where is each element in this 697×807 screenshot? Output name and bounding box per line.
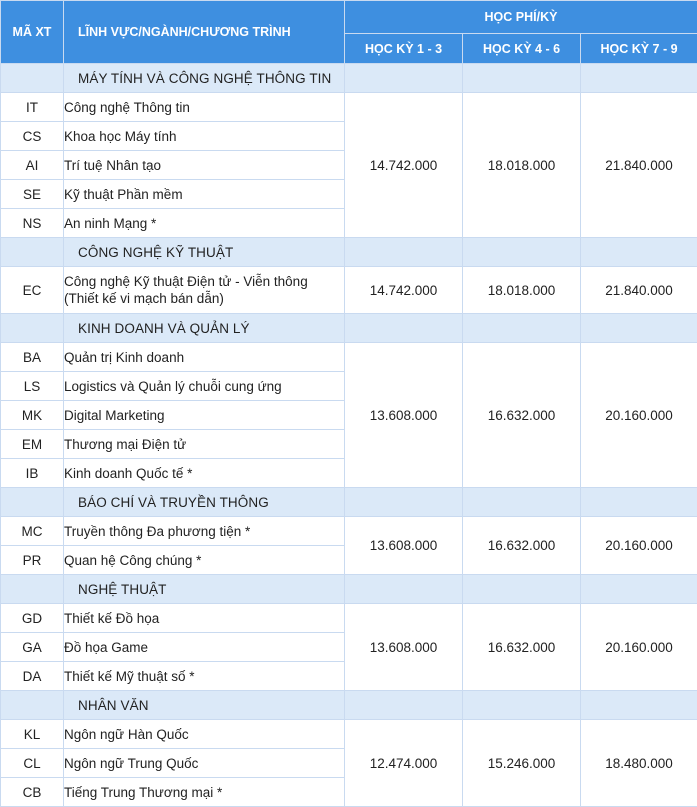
fee-semester-1-3: 14.742.000 [345,267,463,314]
program-code: PR [1,546,64,575]
fee-semester-1-3: 13.608.000 [345,517,463,575]
table-row [1,343,697,372]
program-name: Quản trị Kinh doanh [64,343,345,372]
program-code: NS [1,209,64,238]
section-row [1,64,697,93]
program-code: GA [1,633,64,662]
program-name: Quan hệ Công chúng * [64,546,345,575]
program-code: CS [1,122,64,151]
table-row [1,604,697,633]
section-row [1,238,697,267]
program-name: Trí tuệ Nhân tạo [64,151,345,180]
program-code: DA [1,662,64,691]
section-row [1,691,697,720]
section-title: MÁY TÍNH VÀ CÔNG NGHỆ THÔNG TIN [64,64,345,93]
fee-semester-7-9: 20.160.000 [581,343,697,488]
fee-semester-1-3: 13.608.000 [345,343,463,488]
fee-semester-4-6: 16.632.000 [463,517,581,575]
fee-semester-4-6: 16.632.000 [463,604,581,691]
program-code: SE [1,180,64,209]
fee-semester-4-6: 18.018.000 [463,93,581,238]
program-code: CB [1,778,64,807]
table-row [1,93,697,122]
fee-semester-1-3: 13.608.000 [345,604,463,691]
program-name: Đồ họa Game [64,633,345,662]
section-row [1,575,697,604]
fee-semester-4-6: 18.018.000 [463,267,581,314]
program-code: LS [1,372,64,401]
program-name: Truyền thông Đa phương tiện * [64,517,345,546]
table-row [1,517,697,546]
program-code: GD [1,604,64,633]
section-title: CÔNG NGHỆ KỸ THUẬT [64,238,345,267]
fee-semester-7-9: 21.840.000 [581,267,697,314]
table-body [1,64,697,807]
program-name-line-1: Công nghệ Kỹ thuật Điện tử - Viễn thông [64,273,344,290]
program-code: MC [1,517,64,546]
program-name: Công nghệ Thông tin [64,93,345,122]
fee-semester-4-6: 16.632.000 [463,343,581,488]
program-name: Digital Marketing [64,401,345,430]
fee-semester-7-9: 20.160.000 [581,604,697,691]
program-name [64,267,345,314]
program-code: MK [1,401,64,430]
table-row [1,720,697,749]
program-name: Ngôn ngữ Hàn Quốc [64,720,345,749]
fee-semester-1-3: 12.474.000 [345,720,463,807]
fee-semester-4-6: 15.246.000 [463,720,581,807]
program-name: Khoa học Máy tính [64,122,345,151]
program-name: Tiếng Trung Thương mại * [64,778,345,807]
semester-1-3-header: HỌC KỲ 1 - 3 [345,34,463,64]
program-code: EC [1,267,64,314]
fee-semester-7-9: 21.840.000 [581,93,697,238]
program-code: BA [1,343,64,372]
program-code: EM [1,430,64,459]
section-row [1,314,697,343]
semester-4-6-header: HỌC KỲ 4 - 6 [463,34,581,64]
fee-semester-1-3: 14.742.000 [345,93,463,238]
program-code: IT [1,93,64,122]
section-title: BÁO CHÍ VÀ TRUYỀN THÔNG [64,488,345,517]
program-code: CL [1,749,64,778]
section-title: KINH DOANH VÀ QUẢN LÝ [64,314,345,343]
program-code: KL [1,720,64,749]
program-name: Ngôn ngữ Trung Quốc [64,749,345,778]
section-title: NHÂN VĂN [64,691,345,720]
program-name: Thiết kế Mỹ thuật số * [64,662,345,691]
program-code: AI [1,151,64,180]
program-name: Kinh doanh Quốc tế * [64,459,345,488]
program-name: An ninh Mạng * [64,209,345,238]
section-row [1,488,697,517]
code-column-header: MÃ XT [1,1,64,64]
program-name: Logistics và Quản lý chuỗi cung ứng [64,372,345,401]
program-name: Thương mại Điện tử [64,430,345,459]
semester-7-9-header: HỌC KỲ 7 - 9 [581,34,697,64]
program-column-header: LĨNH VỰC/NGÀNH/CHƯƠNG TRÌNH [64,1,345,64]
program-name: Thiết kế Đồ họa [64,604,345,633]
table-header [1,1,697,64]
fee-semester-7-9: 20.160.000 [581,517,697,575]
table-row [1,267,697,314]
program-code: IB [1,459,64,488]
program-name: Kỹ thuật Phần mềm [64,180,345,209]
program-name-line-2: (Thiết kế vi mạch bán dẫn) [64,290,344,307]
section-title: NGHỆ THUẬT [64,575,345,604]
fee-column-header: HỌC PHÍ/KỲ [345,1,697,34]
fee-semester-7-9: 18.480.000 [581,720,697,807]
